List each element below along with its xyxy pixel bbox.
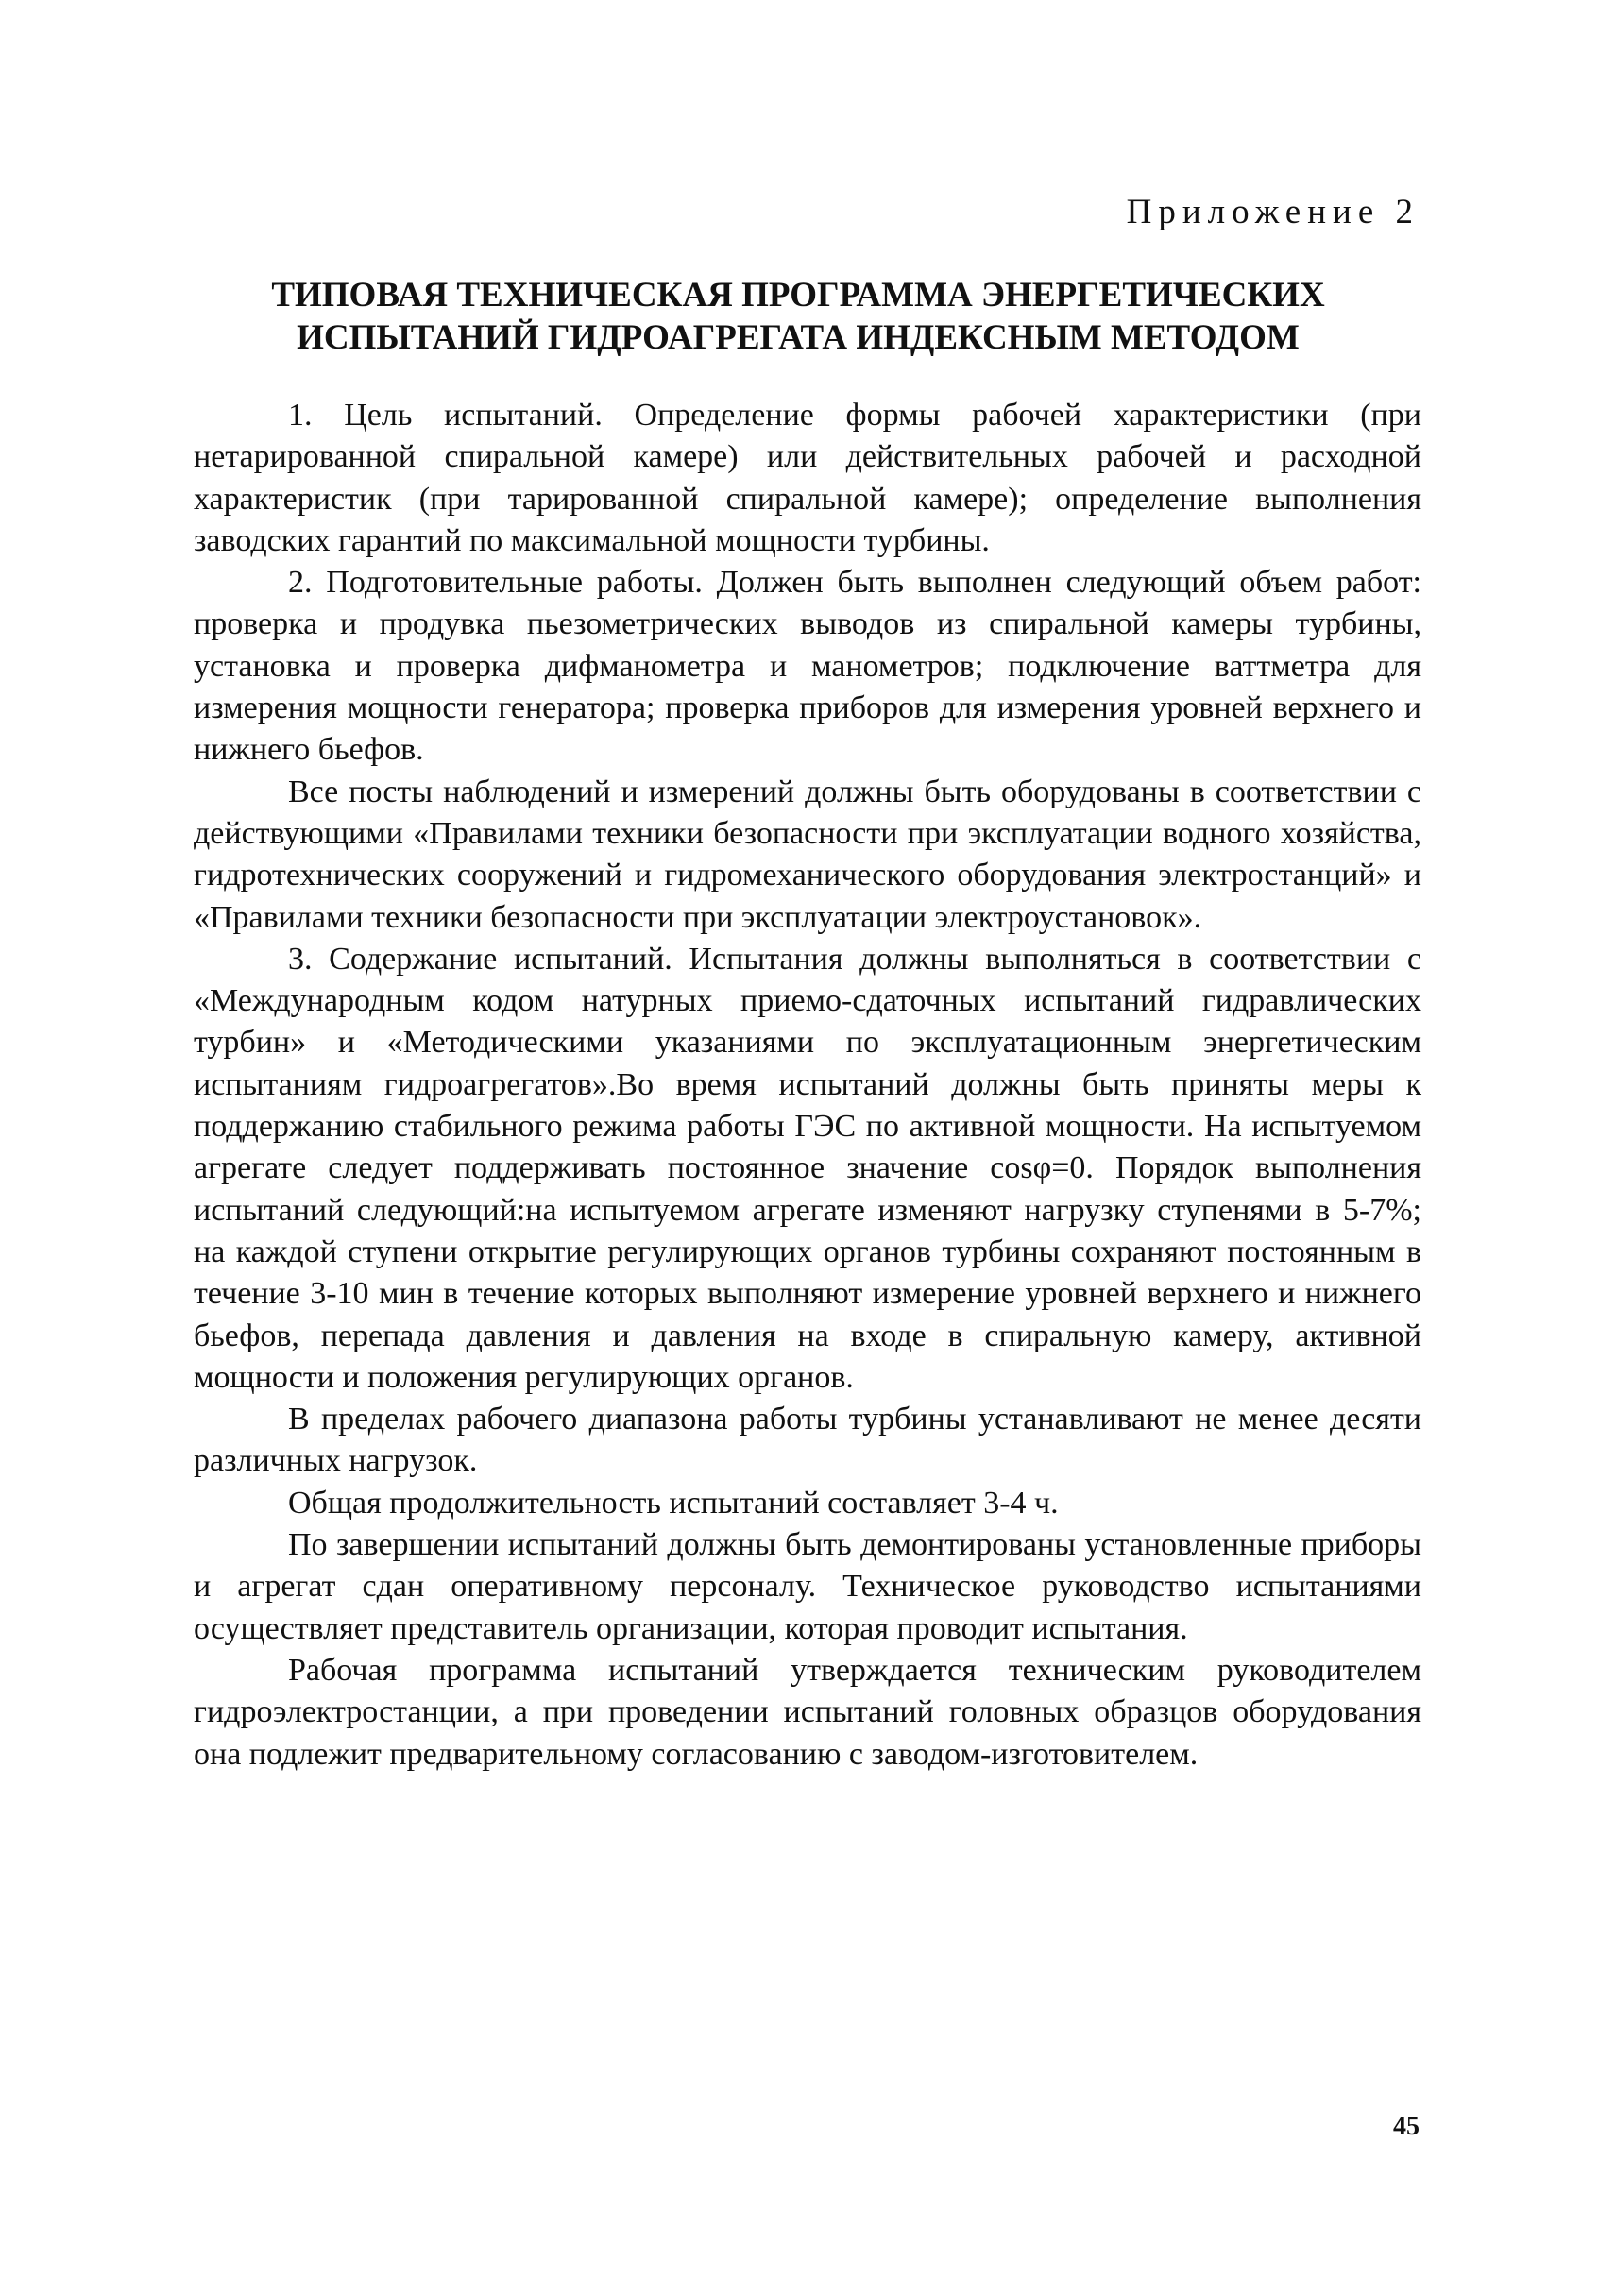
document-title (170, 274, 1426, 359)
paragraph-loads: В пределах рабочего диапазона работы турбины устанавливают не менее десяти различных нагрузок. (194, 1402, 1421, 1479)
paragraph-content: 3. Содержание испытаний. Испытания должны выполняться в соответствии с «Международным кодом натурных приемо-сдаточных испытаний гидравлических турбин» и «Методическими указаниями по эксплуатационным энергетическим испытаниям гидроагрегатов».Во время испытаний должны быть приняты меры к поддержанию стабильного режима работы ГЭС по активной мощности. На испытуемом агрегате следует поддерживать постоянное значение cosφ=0. Порядок выполнения испытаний следующий:на испытуемом агрегате изменяют нагрузку ступенями в 5-7%; на каждой ступени открытие регулирующих органов турбины сохраняют постоянным в течение 3-10 мин в течение которых выполняют измерение уровней верхнего и нижнего бьефов, перепада давления и давления на входе в спиральную камеру, активной мощности и положения регулирующих органов. (194, 941, 1421, 1395)
body-text (194, 395, 1421, 1776)
paragraph-safety: Все посты наблюдений и измерений должны быть оборудованы в соответствии с действующими «Правилами техники безопасности при эксплуатации водного хозяйства, гидротехнических сооружений и гидромеханического оборудования электростанций» и «Правилами техники безопасности при эксплуатации электроустановок». (194, 774, 1421, 935)
paragraph-approval: Рабочая программа испытаний утверждается техническим руководителем гидроэлектростанции, а при проведении испытаний головных образцов оборудования она подлежит предварительному согласованию с заводом-изготовителем. (194, 1652, 1421, 1772)
page-number: 45 (1393, 2112, 1420, 2141)
paragraph-preparation: 2. Подготовительные работы. Должен быть выполнен следующий объем работ: проверка и продувка пьезометрических выводов из спиральной камеры турбины, установка и проверка дифманометра и манометров; подключение ваттметра для измерения мощности генератора; проверка приборов для измерения уровней верхнего и нижнего бьефов. (194, 565, 1421, 768)
title-line-1: ТИПОВАЯ ТЕХНИЧЕСКАЯ ПРОГРАММА ЭНЕРГЕТИЧЕСКИХ (271, 276, 1325, 315)
title-line-2: ИСПЫТАНИЙ ГИДРОАГРЕГАТА ИНДЕКСНЫМ МЕТОДОМ (297, 318, 1300, 357)
paragraph-goal: 1. Цель испытаний. Определение формы рабочей характеристики (при нетарированной спиральной камере) или действительных рабочей и расходной характеристик (при тарированной спиральной камере); определение выполнения заводских гарантий по максимальной мощности турбины. (194, 398, 1421, 558)
paragraph-duration: Общая продолжительность испытаний составляет 3-4 ч. (288, 1485, 1059, 1521)
appendix-label: Приложение 2 (1126, 193, 1420, 231)
paragraph-completion: По завершении испытаний должны быть демонтированы установленные приборы и агрегат сдан оперативному персоналу. Техническое руководство испытаниями осуществляет представитель организации, которая проводит испытания. (194, 1527, 1421, 1646)
